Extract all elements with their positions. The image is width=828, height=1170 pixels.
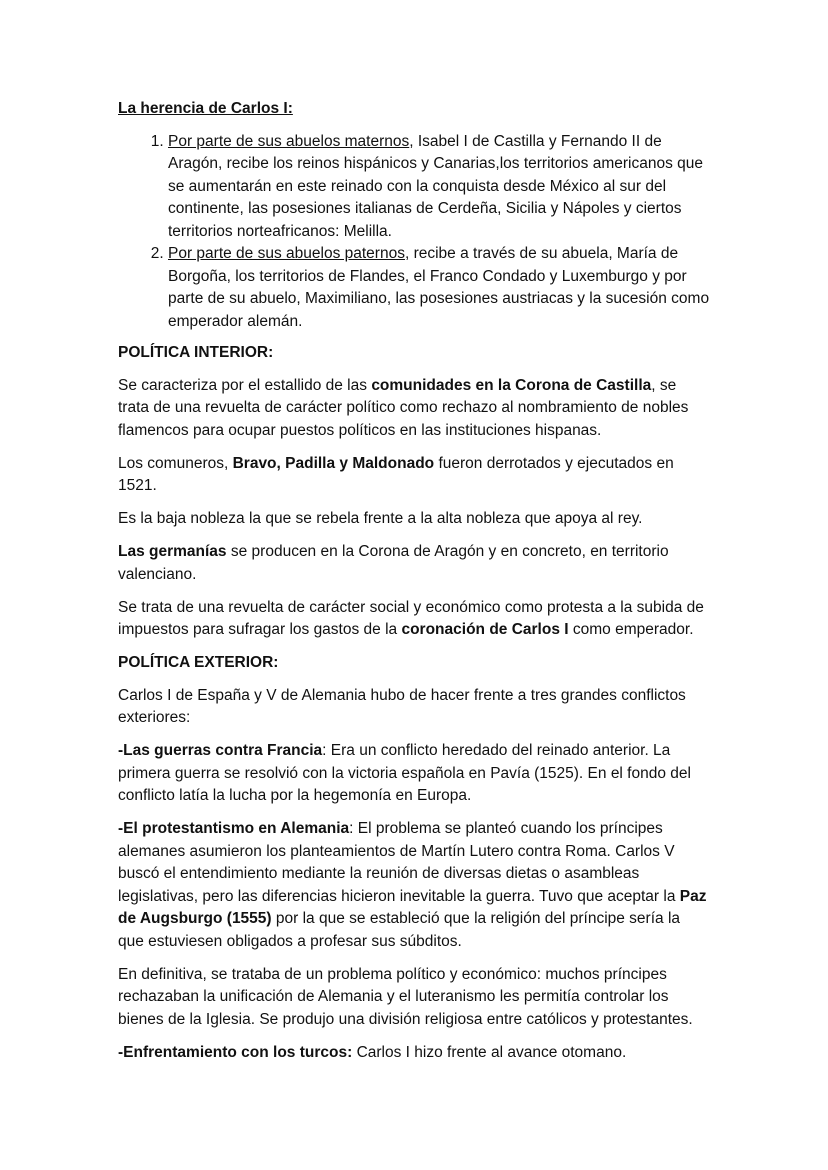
document-body: [118, 98, 710, 1075]
dash: -: [118, 1043, 124, 1061]
paragraph-exterior-intro: Carlos I de España y V de Alemania hubo de hacer frente a tres grandes conflictos exteriores:: [118, 686, 686, 726]
paragraph-comunidades: [118, 375, 710, 443]
dash: -: [118, 820, 124, 837]
section-title-herencia: La herencia de Carlos I:: [118, 100, 293, 117]
bold-text: Enfrentamiento con los turcos:: [123, 1043, 353, 1061]
paragraph-revuelta-social: [118, 597, 710, 642]
paragraph-germanias: [118, 541, 710, 586]
list-item: [168, 131, 710, 244]
text: Se caracteriza por el estallido de las: [118, 376, 372, 394]
text: se producen en la Corona de Aragón y en concreto, en territorio valenciano.: [118, 543, 669, 583]
bold-text: Bravo, Padilla y Maldonado: [232, 454, 435, 472]
text: fueron derrotados y ejecutados en 1521.: [118, 454, 674, 494]
bold-text: Paz de Augsburgo (1555): [118, 887, 707, 927]
text: Se trata de una revuelta de carácter social y económico como protesta a la subida de impuestos para sufragar los gastos de la: [118, 598, 704, 638]
text: Carlos I hizo frente al avance otomano.: [352, 1043, 627, 1061]
text: Los comuneros,: [118, 454, 233, 472]
text: como emperador.: [568, 621, 694, 638]
paragraph-definitiva: En definitiva, se trataba de un problema político y económico: muchos príncipes rechazaban la unificación de Alemania y el luteranismo les permitía controlar los bienes de la Iglesia. Se produjo una división religiosa entre católicos y protestantes.: [118, 965, 693, 1028]
text: por la que se estableció que la religión del príncipe sería la que estuviesen obligados a profesar sus súbditos.: [118, 910, 681, 950]
paragraph-turcos: [118, 1042, 710, 1065]
text: , se trata de una revuelta de carácter político como rechazo al nombramiento de nobles flamencos para ocupar puestos políticos en las instituciones hispanas.: [118, 376, 689, 439]
paragraph-francia: [118, 740, 710, 808]
herencia-list: [118, 131, 710, 334]
list-item: [168, 243, 710, 333]
paragraph-comuneros: [118, 453, 710, 498]
heading-politica-exterior: POLÍTICA EXTERIOR:: [118, 654, 279, 671]
bold-text: coronación de Carlos I: [401, 621, 569, 638]
paragraph-baja-nobleza: Es la baja nobleza la que se rebela frente a la alta nobleza que apoya al rey.: [118, 510, 643, 527]
list-item-text: , Isabel I de Castilla y Fernando II de Aragón, recibe los reinos hispánicos y Canarias,los territorios americanos que se aumentarán en este reinado con la conquista desde México al sur del continente, las posesiones italianas de Cerdeña, Sicilia y Nápoles y ciertos territorios norteafricanos: Melilla.: [168, 132, 704, 240]
text: : El problema se planteó cuando los príncipes alemanes asumieron los planteamientos de Martín Lutero contra Roma. Carlos V buscó el entendimiento mediante la reunión de diversas dietas o asambleas legislativas, pero las diferencias hicieron inevitable la guerra. Tuvo que aceptar la: [118, 820, 680, 905]
list-item-lead: Por parte de sus abuelos maternos: [168, 132, 410, 150]
bold-text: comunidades en la Corona de Castilla: [371, 376, 652, 394]
list-item-text: , recibe a través de su abuela, María de Borgoña, los territorios de Flandes, el Franco Condado y Luxemburgo y por parte de su abuelo, Maximiliano, las posesiones austriacas y la sucesión como emperador alemán.: [168, 245, 710, 330]
list-item-lead: Por parte de sus abuelos paternos: [168, 245, 405, 262]
bold-text: El protestantismo en Alemania: [123, 820, 350, 837]
dash: -: [118, 742, 124, 759]
text: : Era un conflicto heredado del reinado anterior. La primera guerra se resolvió con la victoria española en Pavía (1525). En el fondo del conflicto latía la lucha por la hegemonía en Europa.: [118, 742, 691, 804]
bold-text: Las guerras contra Francia: [123, 742, 323, 759]
bold-text: Las germanías: [118, 543, 227, 560]
heading-politica-interior: POLÍTICA INTERIOR:: [118, 344, 274, 361]
paragraph-protestantismo: [118, 818, 710, 953]
